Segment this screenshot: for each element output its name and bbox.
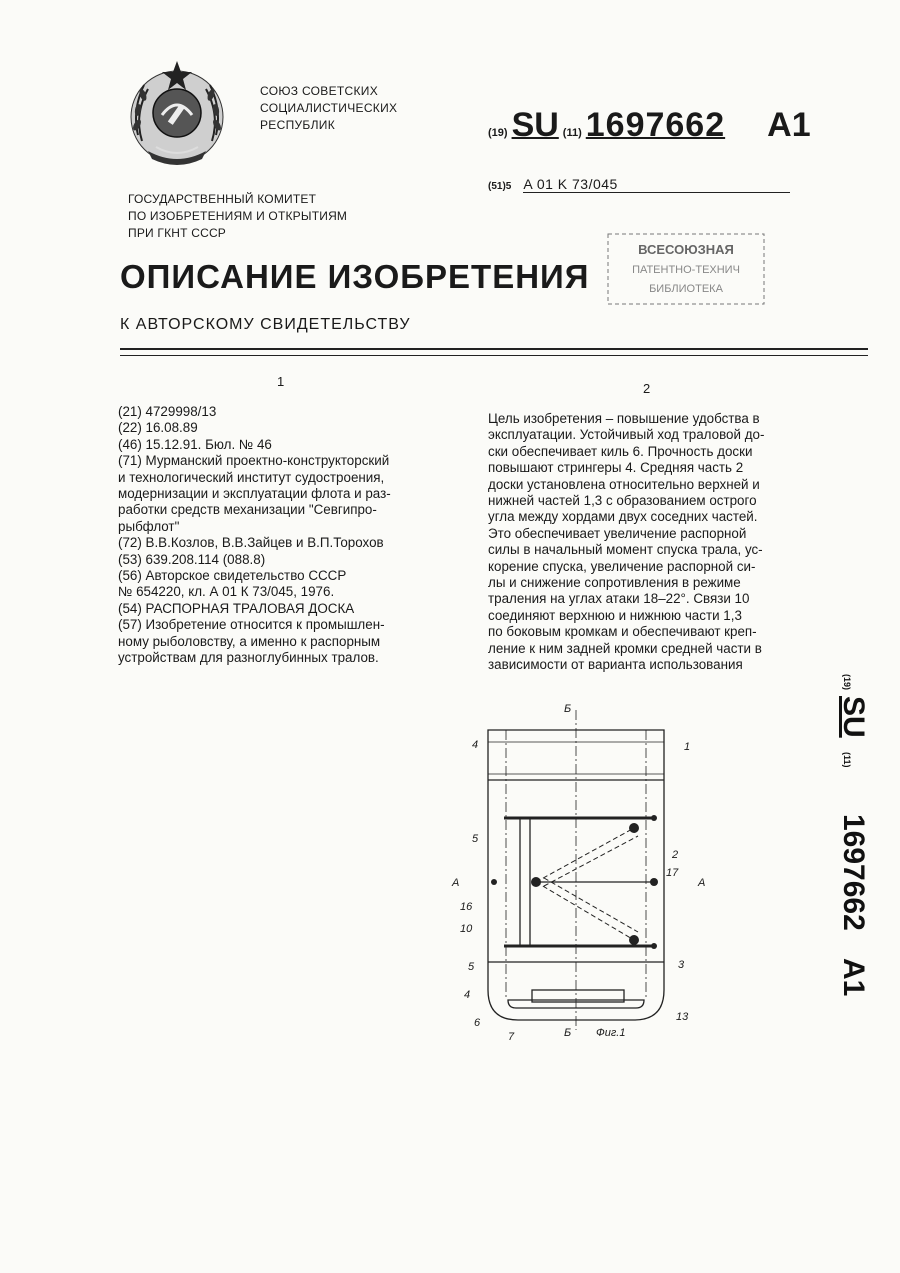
union-line: СОЦИАЛИСТИЧЕСКИХ (260, 101, 398, 115)
side-number: 1697662 (837, 814, 870, 931)
patent-number-block (488, 106, 811, 145)
biblio-line: (21) 4729998/13 (118, 404, 217, 419)
union-name (260, 83, 397, 134)
abstract-line: ление к ним задней кромки средней части в (488, 640, 762, 656)
part-label: 17 (666, 867, 679, 879)
abstract-line: нижней частей 1,3 с образованием острого (488, 493, 757, 509)
part-label: 4 (464, 989, 471, 1001)
biblio-line: устройствам для разноглубинных тралов. (118, 650, 379, 666)
inid-code-19: (19) (488, 127, 508, 139)
country-code: SU (511, 106, 559, 144)
union-line: СОЮЗ СОВЕТСКИХ (260, 84, 379, 98)
document-subtitle: К АВТОРСКОМУ СВИДЕТЕЛЬСТВУ (120, 316, 411, 333)
section-mark-a-right: А (698, 877, 706, 889)
header-rule-thin (120, 355, 868, 356)
bibliographic-data (118, 404, 458, 667)
biblio-line: (71) Мурманский проектно-конструкторский (118, 453, 390, 469)
biblio-line: модернизации и эксплуатации флота и раз- (118, 486, 391, 502)
biblio-line: ному рыболовству, а именно к распорным (118, 633, 381, 649)
part-label: 5 (468, 961, 475, 973)
abstract-line: эксплуатации. Устойчивый ход траловой до- (488, 427, 765, 443)
biblio-line: (53) 639.208.114 (088.8) (118, 551, 266, 567)
abstract-line: Цель изобретения – повышение удобства в (488, 411, 760, 426)
abstract-line: по боковым кромкам и обеспечивают креп- (488, 624, 757, 640)
abstract-line: ски обеспечивает киль 6. Прочность доски (488, 443, 753, 459)
abstract-line: повышают стрингеры 4. Средняя часть 2 (488, 460, 744, 476)
side-code-19: (19) (842, 674, 852, 691)
biblio-line: и технологический институт судостроения, (118, 469, 385, 485)
stamp-line: ВСЕСОЮЗНАЯ (638, 242, 734, 257)
part-label: 10 (460, 923, 473, 935)
union-line: РЕСПУБЛИК (260, 118, 335, 132)
ussr-emblem (118, 55, 236, 173)
abstract-line: траления на углах атаки 18–22°. Связи 10 (488, 591, 750, 607)
biblio-line: (56) Авторское свидетельство СССР (118, 568, 347, 584)
abstract-line: зависимости от варианта использования (488, 657, 743, 673)
part-label: 4 (472, 739, 479, 751)
abstract-line: лы и снижение сопротивления в режиме (488, 575, 741, 591)
committee-line: ПО ИЗОБРЕТЕНИЯМ И ОТКРЫТИЯМ (128, 209, 348, 223)
part-label: 7 (508, 1031, 515, 1040)
abstract-line: угла между хордами двух соседних частей. (488, 509, 758, 525)
part-label: 3 (678, 959, 685, 971)
section-mark-bottom: Б (564, 1027, 572, 1039)
inid-code-11: (11) (562, 127, 582, 139)
side-country: SU (837, 696, 870, 738)
section-mark-a-left: А (452, 877, 460, 889)
committee-line: ПРИ ГКНТ СССР (128, 226, 227, 240)
side-kind: A1 (837, 958, 870, 997)
biblio-line: (46) 15.12.91. Бюл. № 46 (118, 436, 272, 452)
column-number-right: 2 (643, 381, 651, 396)
biblio-line: (54) РАСПОРНАЯ ТРАЛОВАЯ ДОСКА (118, 600, 355, 616)
part-label: 2 (672, 849, 679, 861)
part-label: 16 (460, 901, 473, 913)
abstract-line: Это обеспечивает увеличение распорной (488, 525, 747, 541)
abstract-line: доски установлена относительно верхней и (488, 476, 760, 492)
committee-line: ГОСУДАРСТВЕННЫЙ КОМИТЕТ (128, 192, 317, 206)
side-code-11: (11) (842, 752, 852, 768)
biblio-line: рыбфлот" (118, 518, 180, 534)
inid-code-51: (51)5 (488, 181, 512, 192)
biblio-line: № 654220, кл. А 01 К 73/045, 1976. (118, 584, 335, 600)
patent-number: 1697662 (585, 106, 726, 144)
part-label: 1 (684, 741, 691, 753)
biblio-line: работки средств механизации "Севгипро- (118, 502, 377, 518)
abstract-line: силы в начальный момент спуска трала, ус- (488, 542, 763, 558)
biblio-line: (22) 16.08.89 (118, 420, 198, 436)
part-label: 6 (474, 1017, 481, 1029)
ipc-value: A 01 K 73/045 (523, 176, 789, 193)
document-title: ОПИСАНИЕ ИЗОБРЕТЕНИЯ (120, 258, 590, 295)
biblio-line: (72) В.В.Козлов, В.В.Зайцев и В.П.Торохов (118, 535, 384, 551)
abstract-line: корение спуска, увеличение распорной си- (488, 558, 756, 574)
abstract-line: соединяют верхнюю и нижнюю части 1,3 (488, 607, 742, 623)
part-label: 13 (676, 1011, 689, 1023)
ipc-classification (488, 176, 790, 193)
figure-caption: Фиг.1 (596, 1027, 626, 1039)
column-number-left: 1 (277, 374, 285, 389)
header-rule (120, 348, 868, 350)
abstract-text (488, 411, 822, 674)
side-patent-number (832, 672, 874, 1012)
section-mark-top: Б (564, 703, 572, 715)
figure-1-drawing (448, 700, 708, 1040)
kind-code: A1 (767, 106, 811, 144)
biblio-line: (57) Изобретение относится к промышлен- (118, 617, 385, 633)
stamp-line: ПАТЕНТНО-ТЕХНИЧ (632, 264, 740, 276)
committee-name (128, 191, 347, 242)
stamp-line: БИБЛИОТЕКА (649, 283, 723, 295)
part-label: 5 (472, 833, 479, 845)
library-stamp (606, 230, 768, 310)
